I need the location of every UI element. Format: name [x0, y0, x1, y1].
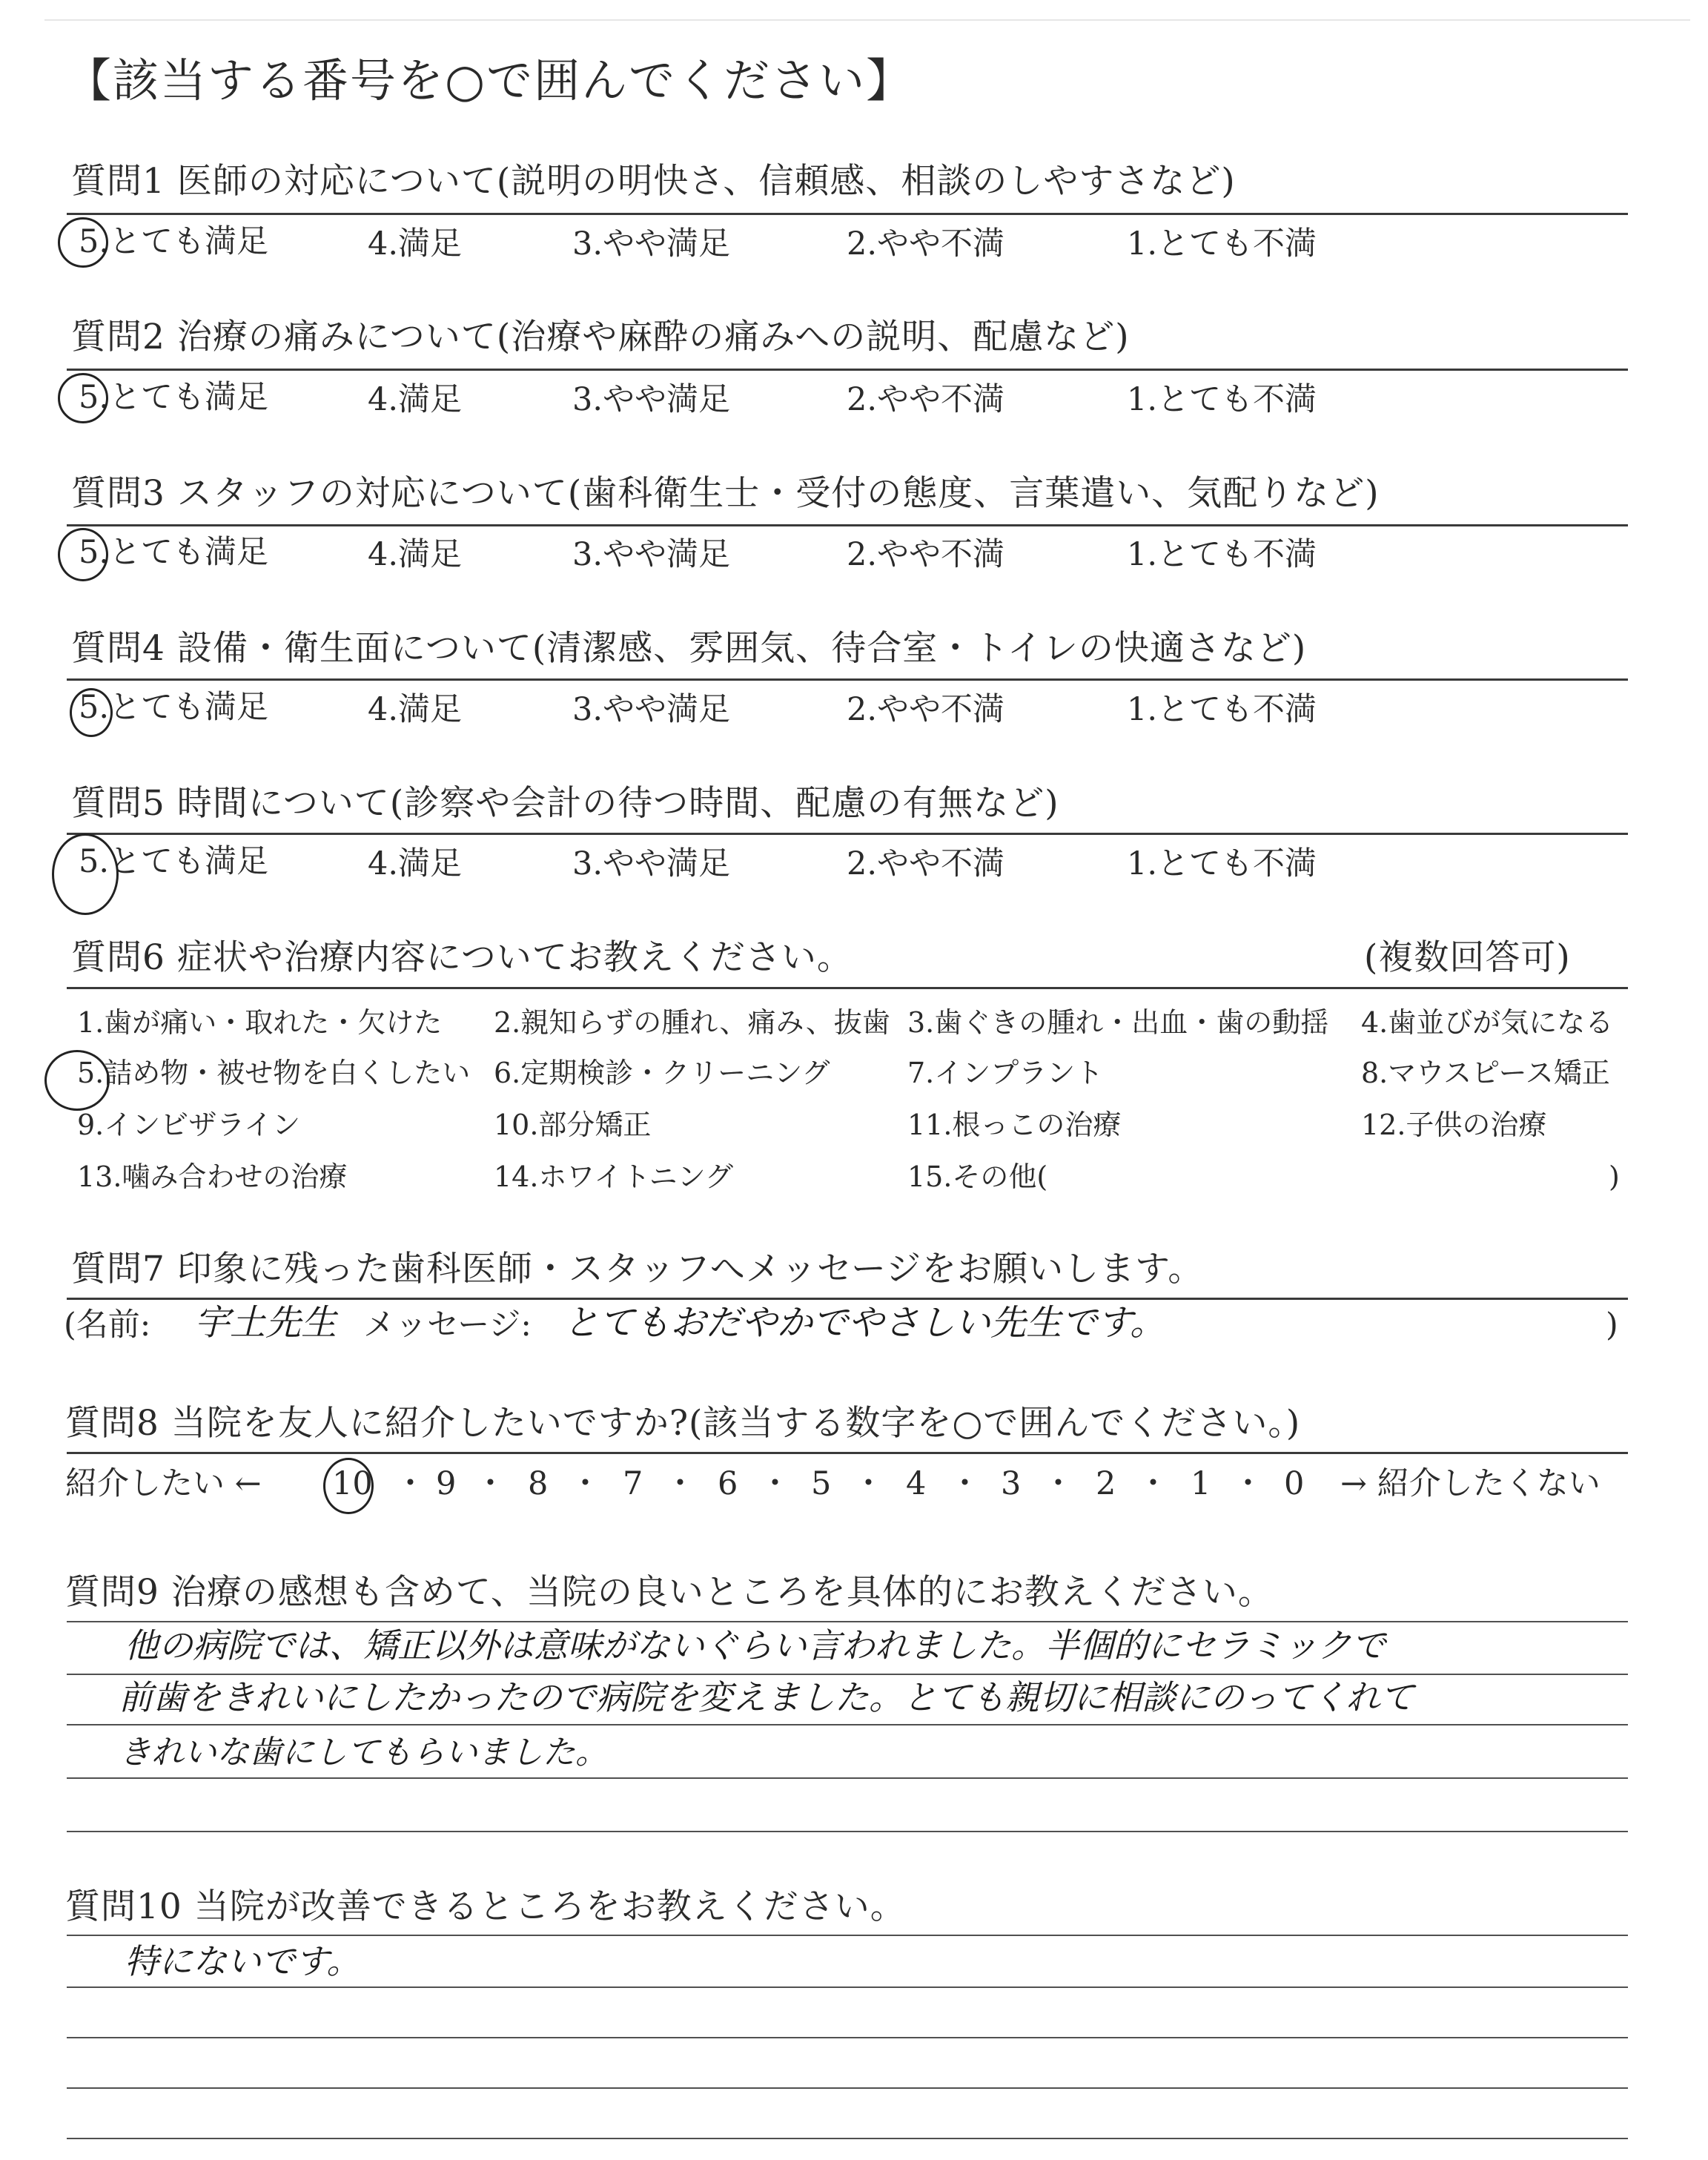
- q2-option-2[interactable]: 2.やや不満: [847, 381, 1005, 418]
- q7-close-paren: ): [1606, 1307, 1618, 1344]
- q3-rule: [67, 524, 1628, 526]
- q7-title: 質問7 印象に残った歯科医師・スタッフへメッセージをお願いします。: [71, 1249, 1204, 1289]
- q5-option-4[interactable]: 4.満足: [368, 845, 463, 882]
- q8-sep: ・: [1042, 1465, 1074, 1502]
- q8-sep: ・: [664, 1465, 696, 1502]
- q8-sep: ・: [853, 1465, 884, 1502]
- q6-item-5[interactable]: 5.詰め物・被せ物を白くしたい: [77, 1057, 471, 1089]
- q8-scale-9[interactable]: 9: [436, 1465, 457, 1502]
- q5-option-3[interactable]: 3.やや満足: [572, 845, 731, 882]
- q6-item-11[interactable]: 11.根っこの治療: [907, 1109, 1122, 1141]
- q8-selection-circle: [323, 1458, 374, 1514]
- q6-item-13[interactable]: 13.噛み合わせの治療: [77, 1160, 348, 1193]
- q6-item-1[interactable]: 1.歯が痛い・取れた・欠けた: [77, 1006, 443, 1039]
- q8-sep: ・: [569, 1465, 601, 1502]
- q8-scale-8[interactable]: 8: [528, 1465, 549, 1502]
- q10-line-1: [67, 1935, 1628, 1936]
- q2-option-4[interactable]: 4.満足: [368, 381, 463, 418]
- q8-scale-4[interactable]: 4: [906, 1465, 927, 1502]
- q7-message-label: メッセージ:: [363, 1307, 532, 1344]
- q1-title: 質問1 医師の対応について(説明の明快さ、信頼感、相談のしやすさなど): [71, 161, 1236, 202]
- top-border: [44, 19, 1690, 21]
- q10-line-2: [67, 1986, 1628, 1988]
- q6-item-15[interactable]: 15.その他(: [907, 1160, 1048, 1193]
- q7-name-label: (名前:: [64, 1307, 151, 1344]
- q8-left-label: 紹介したい ←: [65, 1465, 262, 1502]
- q9-line-1: [67, 1621, 1628, 1622]
- q1-option-1[interactable]: 1.とても不満: [1127, 225, 1317, 262]
- q6-rule: [67, 987, 1628, 989]
- q3-option-2[interactable]: 2.やや不満: [847, 536, 1005, 573]
- q6-item-3[interactable]: 3.歯ぐきの腫れ・出血・歯の動揺: [907, 1006, 1329, 1039]
- q9-answer-line-2[interactable]: 前歯をきれいにしたかったので病院を変えました。とても親切に相談にのってくれて: [119, 1677, 1414, 1717]
- q6-item-4[interactable]: 4.歯並びが気になる: [1361, 1006, 1614, 1039]
- q6-item-10[interactable]: 10.部分矯正: [494, 1109, 652, 1141]
- q10-title: 質問10 当院が改善できるところをお教えください。: [65, 1886, 906, 1927]
- q6-item-8[interactable]: 8.マウスピース矯正: [1361, 1057, 1610, 1089]
- q2-rule: [67, 369, 1628, 371]
- q3-title: 質問3 スタッフの対応について(歯科衛生士・受付の態度、言葉遣い、気配りなど): [71, 473, 1380, 514]
- q2-option-3[interactable]: 3.やや満足: [572, 381, 731, 418]
- q10-line-4: [67, 2087, 1628, 2089]
- q8-scale-1[interactable]: 1: [1191, 1465, 1211, 1502]
- q2-option-5[interactable]: 5.とても満足: [79, 379, 269, 416]
- q1-option-2[interactable]: 2.やや不満: [847, 225, 1005, 262]
- q4-title: 質問4 設備・衛生面について(清潔感、雰囲気、待合室・トイレの快適さなど): [71, 628, 1307, 669]
- q5-title: 質問5 時間について(診察や会計の待つ時間、配慮の有無など): [71, 783, 1059, 824]
- q6-item-14[interactable]: 14.ホワイトニング: [494, 1160, 734, 1193]
- q2-selection-circle: [58, 373, 108, 423]
- q3-selection-circle: [58, 528, 108, 581]
- q4-option-2[interactable]: 2.やや不満: [847, 691, 1005, 728]
- q8-sep: ・: [759, 1465, 791, 1502]
- q8-sep: ・: [1137, 1465, 1169, 1502]
- q9-line-2: [67, 1674, 1628, 1675]
- q2-title: 質問2 治療の痛みについて(治療や麻酔の痛みへの説明、配慮など): [71, 317, 1130, 357]
- q4-selection-circle: [70, 688, 113, 737]
- q8-right-label: → 紹介したくない: [1340, 1465, 1601, 1502]
- q8-scale-0[interactable]: 0: [1284, 1465, 1305, 1502]
- q10-answer-line-1[interactable]: 特にないです。: [125, 1941, 361, 1981]
- q8-scale-10[interactable]: 10: [332, 1465, 373, 1502]
- q8-scale-6[interactable]: 6: [718, 1465, 738, 1502]
- q3-option-4[interactable]: 4.満足: [368, 536, 463, 573]
- q6-note: (複数回答可): [1364, 937, 1571, 978]
- q3-option-3[interactable]: 3.やや満足: [572, 536, 731, 573]
- q6-selection-circle: [44, 1050, 110, 1111]
- q8-sep: ・: [394, 1465, 426, 1502]
- q6-item-2[interactable]: 2.親知らずの腫れ、痛み、抜歯: [494, 1006, 890, 1039]
- q5-option-1[interactable]: 1.とても不満: [1127, 845, 1317, 882]
- q6-title: 質問6 症状や治療内容についてお教えください。: [71, 937, 853, 978]
- q4-rule: [67, 678, 1628, 681]
- q9-answer-line-3[interactable]: きれいな歯にしてもらいました。: [119, 1734, 608, 1771]
- q4-option-3[interactable]: 3.やや満足: [572, 691, 731, 728]
- q9-answer-line-1[interactable]: 他の病院では、矯正以外は意味がないぐらい言われました。半個的にセラミックで: [125, 1625, 1386, 1665]
- q6-item-15-close: ): [1609, 1160, 1620, 1193]
- q5-option-2[interactable]: 2.やや不満: [847, 845, 1005, 882]
- q8-scale-5[interactable]: 5: [811, 1465, 832, 1502]
- q10-line-3: [67, 2037, 1628, 2038]
- q5-option-5[interactable]: 5.とても満足: [79, 843, 269, 880]
- q3-option-1[interactable]: 1.とても不満: [1127, 536, 1317, 573]
- q4-option-1[interactable]: 1.とても不満: [1127, 691, 1317, 728]
- q8-sep: ・: [949, 1465, 981, 1502]
- q3-option-5[interactable]: 5.とても満足: [79, 534, 269, 571]
- q1-option-4[interactable]: 4.満足: [368, 225, 463, 262]
- q9-line-4: [67, 1777, 1628, 1779]
- q1-option-5[interactable]: 5.とても満足: [79, 223, 269, 260]
- q6-item-12[interactable]: 12.子供の治療: [1361, 1109, 1547, 1141]
- q7-rule: [67, 1298, 1628, 1300]
- q1-option-3[interactable]: 3.やや満足: [572, 225, 731, 262]
- q7-name-value[interactable]: 宇土先生: [194, 1302, 337, 1344]
- q5-rule: [67, 833, 1628, 835]
- q4-option-4[interactable]: 4.満足: [368, 691, 463, 728]
- q8-sep: ・: [1232, 1465, 1264, 1502]
- q8-scale-3[interactable]: 3: [1001, 1465, 1022, 1502]
- q1-selection-circle: [58, 217, 108, 268]
- q6-item-6[interactable]: 6.定期検診・クリーニング: [494, 1057, 830, 1089]
- q8-scale-7[interactable]: 7: [623, 1465, 643, 1502]
- q8-scale-2[interactable]: 2: [1096, 1465, 1116, 1502]
- q8-rule: [67, 1452, 1628, 1454]
- q2-option-1[interactable]: 1.とても不満: [1127, 381, 1317, 418]
- q9-line-3: [67, 1724, 1628, 1725]
- q5-selection-circle: [52, 833, 119, 915]
- q9-line-5: [67, 1831, 1628, 1832]
- page-header: 【該当する番号を○で囲んでください】: [65, 53, 914, 108]
- q9-title: 質問9 治療の感想も含めて、当院の良いところを具体的にお教えください。: [65, 1572, 1274, 1613]
- q1-rule: [67, 213, 1628, 215]
- q8-title: 質問8 当院を友人に紹介したいですか?(該当する数字を○で囲んでください。): [65, 1403, 1301, 1444]
- q10-line-5: [67, 2138, 1628, 2139]
- q6-item-7[interactable]: 7.インプラント: [907, 1057, 1104, 1089]
- q4-option-5[interactable]: 5.とても満足: [79, 689, 269, 726]
- q8-sep: ・: [474, 1465, 506, 1502]
- q6-item-9[interactable]: 9.インビザライン: [77, 1109, 301, 1141]
- q7-message-value[interactable]: とてもおだやかでやさしい先生です。: [563, 1302, 1166, 1344]
